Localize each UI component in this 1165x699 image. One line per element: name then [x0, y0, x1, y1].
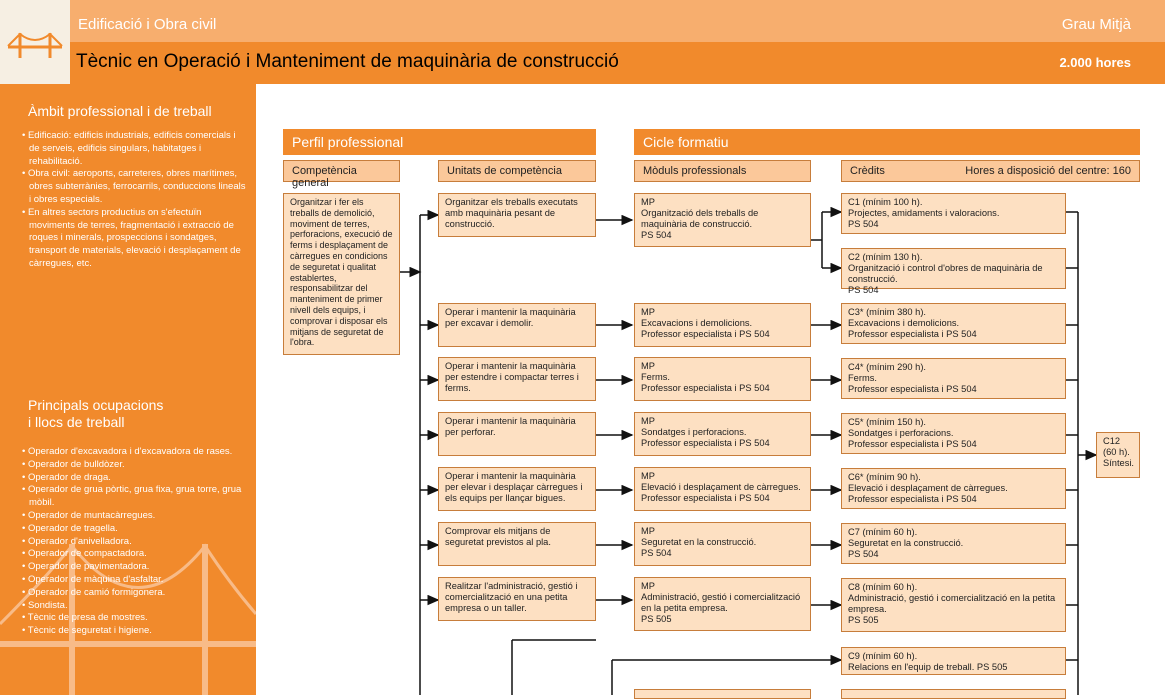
module-code: MP [641, 581, 655, 591]
list-item: • Operador de tragella. [22, 523, 247, 536]
module-box [634, 522, 811, 566]
list-item: • Operador d'excavadora i d'excavadora de rases. [22, 446, 247, 459]
module-teacher: PS 504 [641, 230, 672, 240]
credit-box [841, 358, 1066, 399]
module-box [634, 303, 811, 347]
credit-teacher: PS 504 [848, 219, 879, 229]
credit-teacher: PS 504 [848, 549, 879, 559]
list-item: • Operador d'anivelladora. [22, 536, 247, 549]
profile-header: Perfil professional [283, 129, 596, 155]
module-name: Elevació i desplaçament de càrregues. [641, 482, 801, 492]
general-competence-box: Organitzar i fer els treballs de demolició, moviment de terres, perforacions, execució de ferms i desplaçament de càrregues en condicions de seguretat i qualitat establertes, responsabilitzar del manteniment de primer nivell dels equips, i comprovar i disposar els mitjans de seguretat de l'obra. [283, 193, 400, 355]
credit-box [841, 523, 1066, 564]
credit-head: C9 (mínim 60 h). [848, 651, 918, 661]
credits-label: Crèdits [850, 165, 885, 177]
credit-name: Excavacions i demolicions. [848, 318, 960, 328]
list-item: • Tècnic de presa de mostres. [22, 612, 247, 625]
jobs-title-line1: Principals ocupacions [28, 397, 164, 413]
module-name: Sondatges i perforacions. [641, 427, 747, 437]
sector-label: Edificació i Obra civil [78, 16, 217, 33]
module-box [634, 577, 811, 631]
module-box [634, 357, 811, 401]
list-item: • Edificació: edificis industrials, edificis comercials i de serveis, edificis singulars, habitatges i rehabilitació. [22, 130, 247, 168]
list-item: • Operador de compactadora. [22, 548, 247, 561]
credit-head: C6* (mínim 90 h). [848, 472, 921, 482]
grade-label: Grau Mitjà [1061, 16, 1131, 33]
credit-box [841, 413, 1066, 454]
module-box-partial [634, 689, 811, 699]
module-teacher: Professor especialista i PS 504 [641, 493, 770, 503]
credit-head: C8 (mínim 60 h). [848, 582, 918, 592]
synthesis-code: C12 [1103, 436, 1121, 446]
credit-name: Sondatges i perforacions. [848, 428, 954, 438]
credit-box [841, 647, 1066, 675]
synthesis-name: Síntesi. [1103, 458, 1135, 468]
list-item: • Operador de grua pòrtic, grua fixa, grua torre, grua mòbil. [22, 484, 247, 510]
list-item: • Tècnic de seguretat i higiene. [22, 625, 247, 638]
centre-hours: Hores a disposició del centre: 160 [965, 165, 1131, 177]
unit-box: Operar i mantenir la maquinària per estendre i compactar terres i ferms. [438, 357, 596, 401]
credit-name: Ferms. [848, 373, 877, 383]
unit-box: Organitzar els treballs executats amb maquinària pesant de construcció. [438, 193, 596, 237]
unit-box: Operar i mantenir la maquinària per excavar i demolir. [438, 303, 596, 347]
module-code: MP [641, 197, 655, 207]
module-name: Organització dels treballs de maquinària de construcció. [641, 208, 759, 229]
module-box [634, 193, 811, 247]
module-name: Administració, gestió i comercialització en la petita empresa. [641, 592, 801, 613]
module-teacher: Professor especialista i PS 504 [641, 329, 770, 339]
credits-header [841, 160, 1140, 182]
credit-teacher: Professor especialista i PS 504 [848, 439, 977, 449]
scope-title: Àmbit professional i de treball [28, 103, 212, 119]
jobs-title-line2: i llocs de treball [28, 414, 125, 430]
modules-header: Mòduls professionals [634, 160, 811, 182]
credit-name: Seguretat en la construcció. [848, 538, 964, 548]
unit-box: Comprovar els mitjans de seguretat previstos al pla. [438, 522, 596, 566]
credit-head: C4* (mínim 290 h). [848, 362, 927, 372]
unit-box: Operar i mantenir la maquinària per perforar. [438, 412, 596, 456]
credit-box-partial [841, 689, 1066, 699]
module-name: Seguretat en la construcció. [641, 537, 757, 547]
credit-teacher: PS 505 [848, 615, 879, 625]
credit-name: Elevació i desplaçament de càrregues. [848, 483, 1008, 493]
module-teacher: Professor especialista i PS 504 [641, 383, 770, 393]
module-box [634, 467, 811, 511]
credit-head: C2 (mínim 130 h). [848, 252, 923, 262]
module-name: Excavacions i demolicions. [641, 318, 753, 328]
credit-box [841, 578, 1066, 632]
module-code: MP [641, 416, 655, 426]
list-item: • Operador de draga. [22, 472, 247, 485]
credit-name: Administració, gestió i comercialització en la petita empresa. [848, 593, 1056, 614]
page-title: Tècnic en Operació i Manteniment de maquinària de construcció [76, 51, 619, 72]
unit-box: Operar i mantenir la maquinària per elevar i desplaçar càrregues i els equips per llançar bigues. [438, 467, 596, 511]
list-item: • Operador de camió formigonera. [22, 587, 247, 600]
credit-teacher: Professor especialista i PS 504 [848, 384, 977, 394]
module-name: Ferms. [641, 372, 670, 382]
module-teacher: PS 504 [641, 548, 672, 558]
module-code: MP [641, 361, 655, 371]
module-box [634, 412, 811, 456]
total-hours: 2.000 hores [1059, 55, 1131, 70]
module-code: MP [641, 526, 655, 536]
credit-box [841, 468, 1066, 509]
module-teacher: PS 505 [641, 614, 672, 624]
credit-name: Relacions en l'equip de treball. PS 505 [848, 662, 1008, 672]
credit-name: Organització i control d'obres de maquinària de construcció. [848, 263, 1043, 284]
list-item: • Obra civil: aeroports, carreteres, obres marítimes, obres subterrànies, ferrocarrils, conduccions lineals i obres especials. [22, 168, 247, 206]
unit-box: Realitzar l'administració, gestió i comercialització en una petita empresa o un taller. [438, 577, 596, 621]
list-item: • Operador de muntacàrregues. [22, 510, 247, 523]
credit-teacher: Professor especialista i PS 504 [848, 494, 977, 504]
credit-head: C1 (mínim 100 h). [848, 197, 923, 207]
credit-box [841, 193, 1066, 234]
credit-box [841, 303, 1066, 344]
module-code: MP [641, 471, 655, 481]
module-teacher: Professor especialista i PS 504 [641, 438, 770, 448]
list-item: • En altres sectors productius on s'efectuïn moviments de terres, fragmentació i extracció de roques i minerals, prospeccions i sondatges, transport de materials, elevació i desplaçament de càrregues, etc. [22, 207, 247, 271]
credit-head: C7 (mínim 60 h). [848, 527, 918, 537]
credit-head: C3* (mínim 380 h). [848, 307, 927, 317]
general-competence-header: Competència general [283, 160, 400, 182]
synthesis-credit-box [1096, 432, 1140, 478]
list-item: • Operador de pavimentadora. [22, 561, 247, 574]
module-code: MP [641, 307, 655, 317]
credit-box [841, 248, 1066, 295]
list-item: • Operador de màquina d'asfaltar. [22, 574, 247, 587]
credit-name: Projectes, amidaments i valoracions. [848, 208, 1000, 218]
credit-teacher: Professor especialista i PS 504 [848, 329, 977, 339]
credit-teacher: PS 504 [848, 285, 879, 295]
credit-head: C5* (mínim 150 h). [848, 417, 927, 427]
cycle-header: Cicle formatiu [634, 129, 1140, 155]
list-item: • Operador de bulldòzer. [22, 459, 247, 472]
list-item: • Sondista. [22, 600, 247, 613]
units-header: Unitats de competència [438, 160, 596, 182]
synthesis-hours: (60 h). [1103, 447, 1130, 457]
